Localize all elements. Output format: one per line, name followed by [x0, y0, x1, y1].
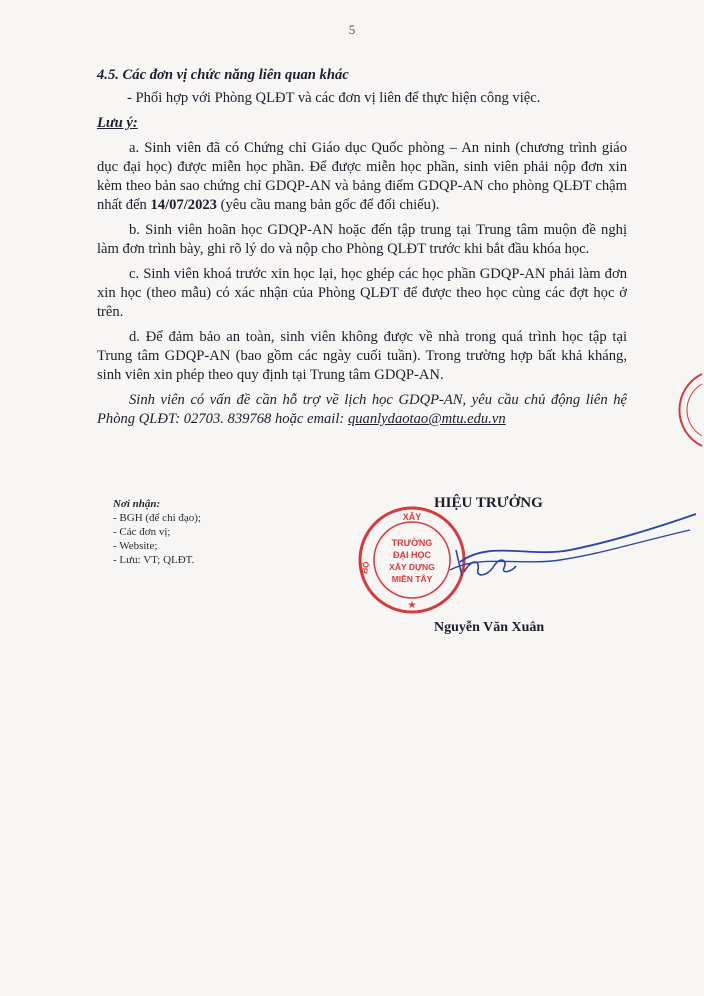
seal-line-3: XÂY DỰNG	[389, 562, 435, 572]
handwritten-signature	[420, 510, 700, 590]
edge-seal-fragment	[676, 370, 704, 450]
contact-text: Sinh viên có vấn đề cần hỗ trợ về lịch học GDQP-AN, yêu cầu chủ động liên hệ Phòng QLĐT: 02703. 839768 hoặc email:	[97, 392, 627, 427]
section-title: 4.5. Các đơn vị chức năng liên quan khác	[97, 67, 349, 83]
seal-line-1: TRƯỜNG	[391, 538, 433, 548]
recipients-heading: Nơi nhận:	[113, 498, 161, 510]
note-b: b. Sinh viên hoãn học GDQP-AN hoặc đến tập trung tại Trung tâm muộn đề nghị làm đơn trình bày, ghi rõ lý do và nộp cho Phòng QLĐT trước khi bắt đầu khóa học.	[97, 222, 627, 257]
recipients-block	[113, 497, 201, 567]
seal-star-icon: ★	[407, 600, 417, 611]
contact-note	[97, 391, 627, 429]
document-body	[97, 66, 627, 429]
seal-top-text: XÂY	[402, 512, 422, 522]
note-label: Lưu ý:	[97, 115, 138, 131]
recipient-item: - Lưu: VT; QLĐT.	[113, 554, 195, 566]
note-c: c. Sinh viên khoá trước xin học lại, học ghép các học phần GDQP-AN phải làm đơn xin học (theo mẫu) có xác nhận của Phòng QLĐT để được theo học cùng các đợt học ở trên.	[97, 266, 627, 320]
contact-email-link[interactable]: quanlydaotao@mtu.edu.vn	[347, 411, 506, 427]
note-a-date: 14/07/2023	[150, 197, 217, 213]
note-a-text-2: (yêu cầu mang bản gốc để đối chiếu).	[216, 197, 440, 213]
section-line: - Phối hợp với Phòng QLĐT và các đơn vị liên để thực hiện công việc.	[127, 90, 541, 106]
seal-line-2: ĐẠI HỌC	[393, 550, 431, 560]
signer-title: HIỆU TRƯỞNG	[434, 495, 543, 511]
page-number: 5	[348, 22, 356, 37]
signer-name: Nguyễn Văn Xuân	[434, 620, 545, 635]
seal-left-text: BỘ	[360, 560, 372, 575]
note-a-text-1: a. Sinh viên đã có Chứng chỉ Giáo dục Quốc phòng – An ninh (chương trình giáo dục đại học) được miễn học phần. Để được miễn học phần, sinh viên phải nộp đơn xin kèm theo bản sao chứng chỉ GDQP-AN và bảng điểm GDQP-AN cho phòng QLĐT chậm nhất đến	[97, 140, 627, 213]
recipient-item: - BGH (để chỉ đạo);	[113, 512, 201, 524]
recipient-item: - Các đơn vị;	[113, 526, 171, 538]
note-d: d. Để đảm bảo an toàn, sinh viên không được về nhà trong quá trình học tập tại Trung tâm GDQP-AN (bao gồm các ngày cuối tuần). Trong trường hợp bất khả kháng, sinh viên xin phép theo quy định tại Trung tâm GDQP-AN.	[97, 329, 627, 383]
note-a	[97, 139, 627, 215]
recipient-item: - Website;	[113, 540, 158, 552]
seal-line-4: MIỀN TÂY	[391, 574, 433, 584]
